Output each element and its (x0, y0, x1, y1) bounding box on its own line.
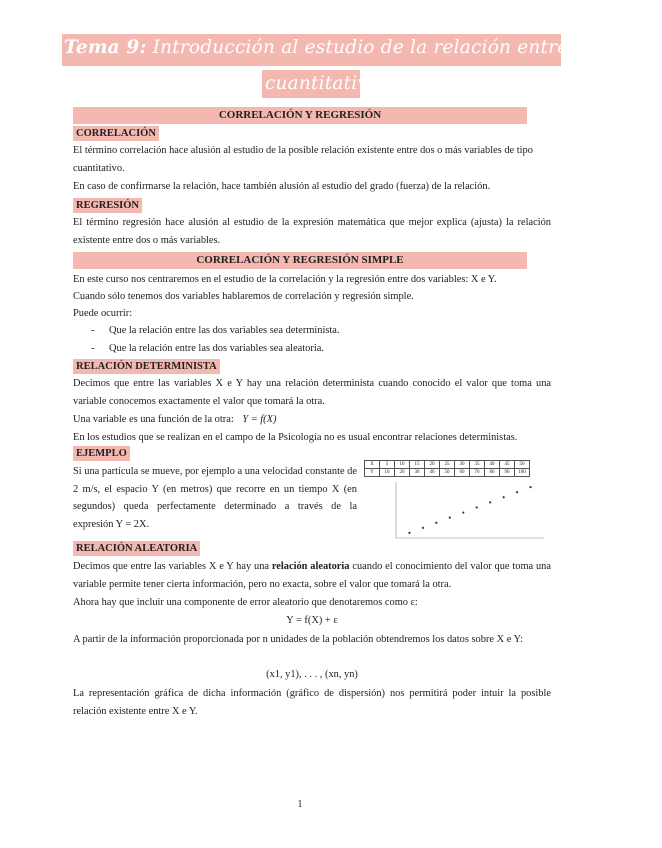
table-cell: 100 (515, 469, 530, 477)
bullet-dash-1: - (91, 325, 95, 336)
table-row-x (365, 461, 530, 469)
table-cell: 50 (440, 469, 455, 477)
aleatoria-p1 (73, 558, 551, 593)
table-cell: 15 (410, 461, 425, 469)
aleatoria-formula2: (x1, y1), . . . , (xn, yn) (266, 669, 358, 680)
heading-aleatoria: RELACIÓN ALEATORIA (73, 541, 200, 556)
table-cell: 60 (455, 469, 470, 477)
scatter-point (503, 496, 505, 498)
title-prefix: Tema 9: (64, 37, 147, 58)
heading-determinista: RELACIÓN DETERMINISTA (73, 359, 220, 374)
example-values-table (364, 460, 530, 477)
scatter-point (529, 486, 531, 488)
simple-p3: Puede ocurrir: (73, 308, 133, 319)
correlacion-p2: En caso de confirmarse la relación, hace también alusión al estudio del grado (fuerza) de la relación. (73, 181, 491, 192)
table-cell: 10 (380, 469, 395, 477)
determinista-p2-text: Una variable es una función de la otra: (73, 414, 234, 425)
scatter-point (422, 527, 424, 529)
table-cell: 20 (395, 469, 410, 477)
scatter-point (516, 491, 518, 493)
title-line2: cuantitativas (265, 73, 389, 94)
aleatoria-p4: La representación gráfica de dicha información (gráfico de dispersión) nos permitirá poder intuir la posible relación existente entre X e Y. (73, 688, 551, 717)
heading-correlacion: CORRELACIÓN (73, 126, 159, 141)
table-cell: 40 (485, 461, 500, 469)
table-cell: 5 (380, 461, 395, 469)
determinista-formula: Y = f(X) (242, 414, 277, 425)
heading-ejemplo: EJEMPLO (73, 446, 130, 461)
scatter-point (435, 522, 437, 524)
aleatoria-p2: Ahora hay que incluir una componente de error aleatorio que denotaremos como ε: (73, 597, 418, 608)
simple-p2: Cuando sólo tenemos dos variables hablaremos de correlación y regresión simple. (73, 291, 414, 302)
aleatoria-p1-b: cuando el conocimiento del valor que toma una variable permite tener cierta información, pero no exacta, sobre el valor que tomará la otra. (73, 561, 551, 590)
table-cell: 35 (470, 461, 485, 469)
regresion-p1: El término regresión hace alusión al estudio de la expresión matemática que mejor explica (ajusta) la relación existente entre dos o más variables. (73, 217, 551, 246)
bullet-aleatoria: Que la relación entre las dos variables sea aleatoria. (109, 343, 324, 354)
scatter-point (408, 532, 410, 534)
scatter-point (489, 501, 491, 503)
table-cell: 50 (515, 461, 530, 469)
table-cell: 10 (395, 461, 410, 469)
aleatoria-p3: A partir de la información proporcionada por n unidades de la población obtendremos los datos sobre X e Y: (73, 634, 523, 645)
aleatoria-p1-bold: relación aleatoria (271, 561, 350, 572)
scatter-point (476, 506, 478, 508)
scatter-point (449, 517, 451, 519)
correlacion-p1: El término correlación hace alusión al estudio de la posible relación existente entre dos o más variables de tipo cuantitativo. (73, 145, 533, 174)
table-cell: 30 (455, 461, 470, 469)
table-row-y (365, 469, 530, 477)
table-cell: 30 (410, 469, 425, 477)
table-cell: 25 (440, 461, 455, 469)
table-cell: Y (365, 469, 380, 477)
title-line1: Introducción al estudio de la relación entre variables (152, 37, 662, 58)
heading-regresion: REGRESIÓN (73, 198, 142, 213)
table-cell: 80 (485, 469, 500, 477)
determinista-p1: Decimos que entre las variables X e Y hay una relación determinista cuando conocido el valor que toma una variable conocemos exactamente el valor que tomará la otra. (73, 378, 551, 407)
determinista-p3: En los estudios que se realizan en el campo de la Psicología no es usual encontrar relaciones deterministas. (73, 432, 518, 443)
aleatoria-p1-a: Decimos que entre las variables X e Y hay una (73, 561, 270, 572)
page-number: 1 (297, 799, 303, 810)
bullet-determinista: Que la relación entre las dos variables sea determinista. (109, 325, 340, 336)
simple-p1: En este curso nos centraremos en el estudio de la correlación y la regresión entre dos variables: X e Y. (73, 274, 497, 285)
ejemplo-p1: Si una partícula se mueve, por ejemplo a una velocidad constante de 2 m/s, el espacio Y (en metros) que recorre en un tiempo X (en segundos) queda perfectamente determinado a través de la expresión Y = 2X. (73, 466, 357, 530)
page-title (64, 37, 662, 58)
bullet-dash-2: - (91, 343, 95, 354)
section-heading-corr-reg: CORRELACIÓN Y REGRESIÓN (73, 107, 527, 124)
section-heading-corr-reg-simple: CORRELACIÓN Y REGRESIÓN SIMPLE (73, 252, 527, 269)
table-cell: 20 (425, 461, 440, 469)
aleatoria-formula1: Y = f(X) + ε (286, 615, 338, 626)
table-cell: 40 (425, 469, 440, 477)
example-scatter-chart (388, 480, 548, 542)
table-cell: X (365, 461, 380, 469)
determinista-p2 (73, 411, 551, 429)
table-cell: 45 (500, 461, 515, 469)
table-cell: 70 (470, 469, 485, 477)
table-cell: 90 (500, 469, 515, 477)
scatter-point (462, 511, 464, 513)
